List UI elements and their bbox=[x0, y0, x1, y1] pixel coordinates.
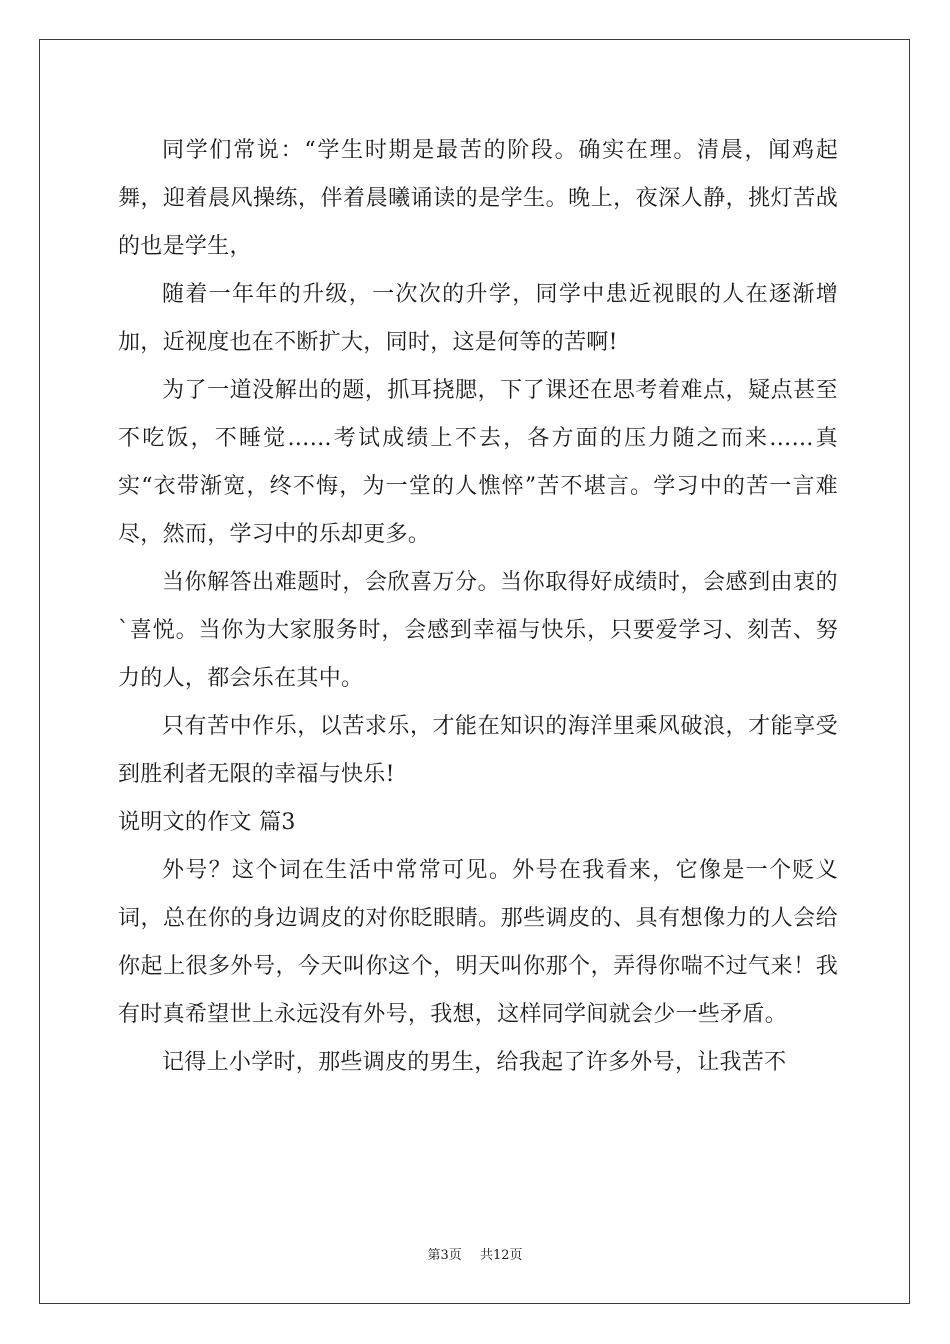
section-heading: 说明文的作文 篇3 bbox=[118, 810, 296, 835]
paragraph: 随着一年年的升级，一次次的升学，同学中患近视眼的人在逐渐增加，近视度也在不断扩大，同时，这是何等的苦啊! bbox=[118, 282, 838, 355]
paragraph: 外号？这个词在生活中常常可见。外号在我看来，它像是一个贬义词，总在你的身边调皮的对你眨眼睛。那些调皮的、具有想像力的人会给你起上很多外号，今天叫你这个，明天叫你那个，弄得你喘不过气来！我有时真希望世上永远没有外号，我想，这样同学间就会少一些矛盾。 bbox=[118, 858, 838, 1027]
page-footer bbox=[0, 1247, 950, 1265]
document-body bbox=[118, 127, 838, 1087]
paragraph: 当你解答出难题时，会欣喜万分。当你取得好成绩时，会感到由衷的`喜悦。当你为大家服务时，会感到幸福与快乐，只要爱学习、刻苦、努力的人，都会乐在其中。 bbox=[118, 570, 838, 691]
page-total: 共12页 bbox=[479, 1248, 523, 1263]
page-number: 第3页 bbox=[427, 1248, 462, 1263]
paragraph: 为了一道没解出的题，抓耳挠腮，下了课还在思考着难点，疑点甚至不吃饭，不睡觉……考试成绩上不去，各方面的压力随之而来……真实“衣带渐宽，终不悔，为一堂的人憔悴”苦不堪言。学习中的苦一言难尽，然而，学习中的乐却更多。 bbox=[118, 378, 838, 547]
paragraph: 记得上小学时，那些调皮的男生，给我起了许多外号，让我苦不 bbox=[162, 1050, 787, 1075]
paragraph: 只有苦中作乐，以苦求乐，才能在知识的海洋里乘风破浪，才能享受到胜利者无限的幸福与快乐! bbox=[118, 714, 838, 787]
paragraph: 同学们常说：“学生时期是最苦的阶段。确实在理。清晨，闻鸡起舞，迎着晨风操练，伴着晨曦诵读的是学生。晚上，夜深人静，挑灯苦战的也是学生， bbox=[118, 138, 838, 259]
